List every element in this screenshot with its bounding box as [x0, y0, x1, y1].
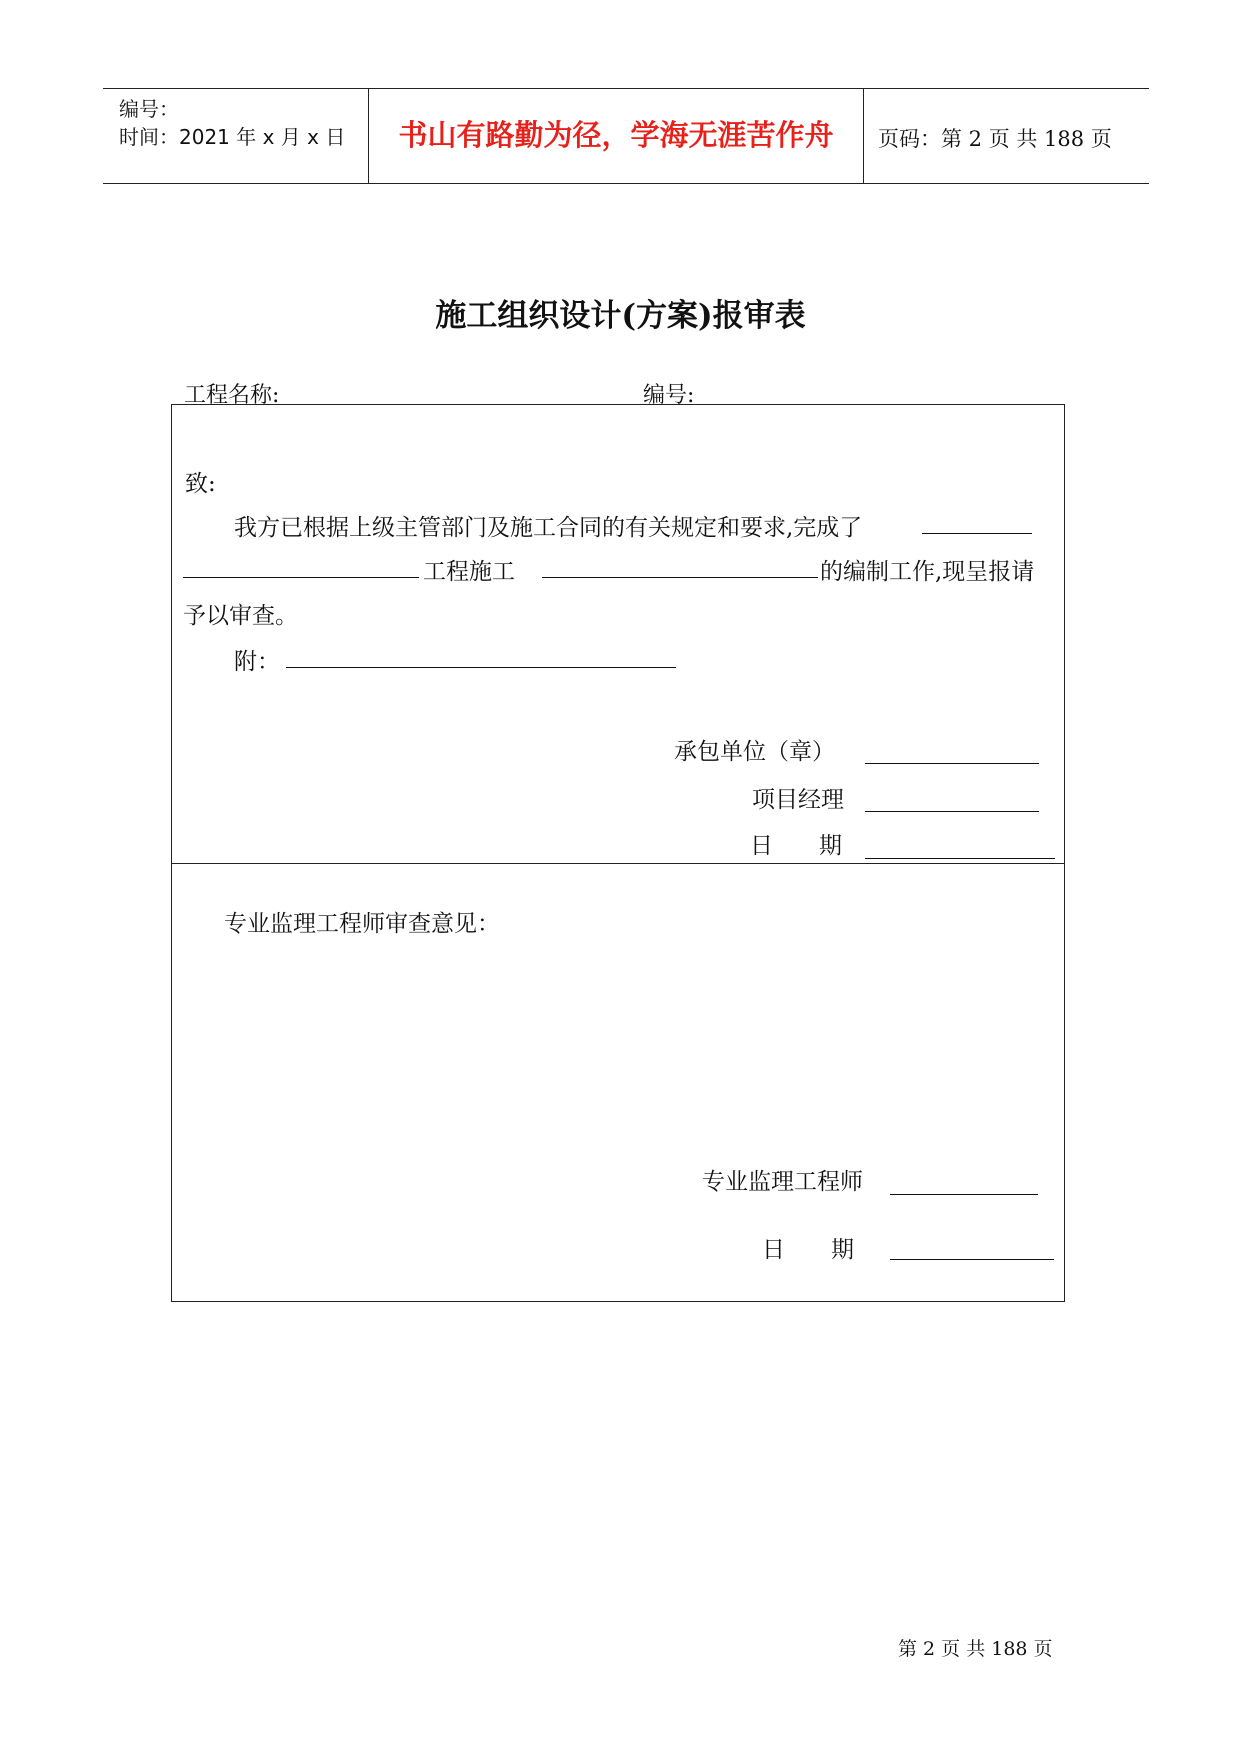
form-title: 施工组织设计(方案)报审表 — [435, 298, 806, 334]
pm-blank[interactable] — [865, 811, 1039, 812]
header-number-label: 编号： — [119, 97, 179, 121]
to-label: 致: — [185, 471, 216, 497]
form-number-label: 编号: — [643, 383, 695, 408]
body-tail-text: 的编制工作,现呈报请 — [820, 559, 1035, 585]
engineer-label: 专业监理工程师 — [702, 1169, 863, 1195]
attach-label: 附： — [234, 649, 280, 675]
header-page-code: 页码：第 2 页 共 188 页 — [878, 127, 1112, 151]
date-label-1: 日 期 — [750, 833, 842, 859]
body-mid-text: 工程施工 — [423, 559, 515, 585]
section-divider — [172, 863, 1064, 864]
header-time-label: 时间：2021 年 x 月 x 日 — [119, 125, 346, 149]
date-label-2: 日 期 — [762, 1237, 854, 1263]
body-line-3: 予以审查。 — [183, 603, 298, 629]
pm-label: 项目经理 — [752, 787, 844, 813]
contractor-blank[interactable] — [865, 763, 1039, 764]
plan-name-blank[interactable] — [542, 577, 818, 578]
date-blank-2[interactable] — [890, 1259, 1054, 1260]
contractor-label: 承包单位（章） — [674, 739, 835, 765]
header-info-cell — [103, 89, 369, 183]
body-line-1: 我方已根据上级主管部门及施工合同的有关规定和要求,完成了 — [234, 515, 863, 541]
attachment-blank[interactable] — [286, 667, 676, 668]
header-motto-cell — [369, 89, 864, 183]
project-name-label: 工程名称: — [184, 383, 280, 408]
header-page-cell — [864, 89, 1149, 183]
page-header — [103, 88, 1149, 184]
engineer-blank[interactable] — [890, 1194, 1038, 1195]
motto-text: 书山有路勤为径，学海无涯苦作舟 — [398, 118, 834, 152]
form-box — [171, 404, 1065, 1302]
completed-item-blank[interactable] — [922, 533, 1032, 534]
footer-page-number: 第 2 页 共 188 页 — [898, 1638, 1053, 1660]
project-name-blank[interactable] — [183, 577, 419, 578]
review-label: 专业监理工程师审查意见： — [224, 911, 500, 937]
date-blank-1[interactable] — [865, 858, 1055, 859]
